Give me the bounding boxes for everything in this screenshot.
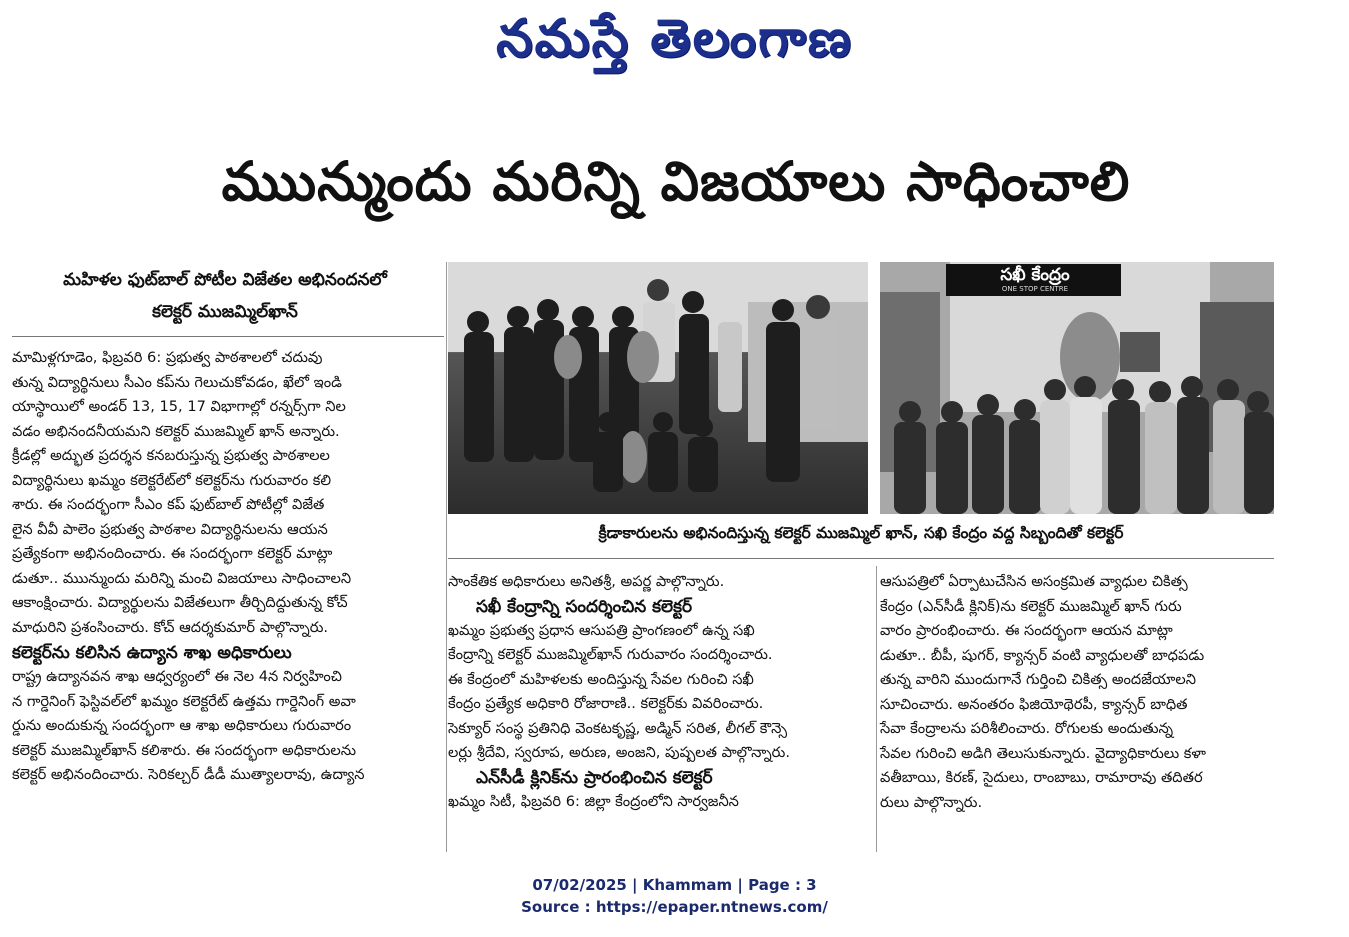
column-3-paragraph-1-line: డుతూ.. బీపీ, షుగర్, క్యాన్సర్ వంటి వ్యాధులతో బాధపడు xyxy=(880,646,1205,664)
column-1-paragraph-2 xyxy=(12,665,444,788)
column-1 xyxy=(12,346,444,788)
column-2 xyxy=(448,570,868,814)
column-divider xyxy=(446,262,447,852)
column-1-paragraph-1-line: యాస్థాయిలో అండర్ 13, 15, 17 విభాగాల్లో రన్నర్స్‌గా నిల xyxy=(12,398,346,415)
column-3-paragraph-1-line: సూచించారు. అనంతరం ఫిజియోథెరపీ, క్యాన్సర్ బాధిత xyxy=(880,695,1188,713)
column-2-subtitle-2: ఎన్‌సీడీ క్లినిక్‌ను ప్రారంభించిన కలెక్టర్ xyxy=(476,767,713,788)
column-2-paragraph-1-line: కేంద్రాన్ని కలెక్టర్ ముజమ్మిల్‌ఖాన్ గురువారం సందర్శించారు. xyxy=(448,646,773,663)
column-3-paragraph-1-line: వారం ప్రారంభించారు. ఈ సందర్భంగా ఆయన మాట్లా xyxy=(880,622,1173,639)
column-1-paragraph-1-line: మాధురిని ప్రశంసించారు. కోచ్ ఆదర్శకుమార్ పాల్గొన్నారు. xyxy=(12,618,329,636)
photo-sakhi-kendram-illustration xyxy=(880,262,1274,514)
column-2-paragraph-1-line: సెక్యూర్ సంస్థ ప్రతినిధి వెంకటకృష్ణ, అడ్మిన్ సరిత, లీగల్ కౌన్సె xyxy=(448,719,788,737)
column-3-paragraph-1-line: సేవల గురించి అడిగి తెలుసుకున్నారు. వైద్యాధికారులు కళా xyxy=(880,744,1206,762)
column-1-paragraph-1-line: శారు. ఈ సందర్భంగా సీఎం కప్ ఫుట్‌బాల్ పోటీల్లో విజేత xyxy=(12,496,325,513)
photo-sports-team xyxy=(448,262,868,514)
column-2-paragraph-2 xyxy=(448,790,868,815)
footer-date-page: 07/02/2025 | Khammam | Page : 3 xyxy=(532,876,817,894)
column-2-paragraph-2-line: ఖమ్మం సిటీ, ఫిబ్రవరి 6: జిల్లా కేంద్రంలోని సార్వజనీన xyxy=(448,792,739,810)
masthead-logo: నమస్తే తెలంగాణ xyxy=(496,8,853,69)
column-3-paragraph-1-line: వతీబాయి, కిరణ్, సైదులు, రాంబాబు, రామారావు తదితర xyxy=(880,769,1203,786)
column-1-paragraph-2-line: ర్డును అందుకున్న సందర్భంగా ఆ శాఖ అధికారులు గురువారం xyxy=(12,717,352,734)
column-1-paragraph-2-line: రాష్ట్ర ఉద్యానవన శాఖ ఆధ్వర్యంలో ఈ నెల 4న నిర్వహించి xyxy=(12,668,342,685)
photo-sakhi-kendram xyxy=(880,262,1274,514)
footer-source-link[interactable]: Source : https://epaper.ntnews.com/ xyxy=(521,898,828,916)
column-3-paragraph-1-line: ఆసుపత్రిలో ఏర్పాటుచేసిన అసంక్రమిత వ్యాధుల చికిత్స xyxy=(880,573,1188,590)
sakhi-sign: సఖీ కేంద్రం xyxy=(1000,265,1070,285)
column-1-paragraph-2-line: న గార్డెనింగ్ ఫెస్టివల్‌లో ఖమ్మం కలెక్టరేట్ ఉత్తమ గార్డెనింగ్ అవా xyxy=(12,692,356,710)
column-3-paragraph-1-line: కేంద్రం (ఎన్‌సీడీ క్లినిక్)ను కలెక్టర్ ముజమ్మిల్ ఖాన్ గురు xyxy=(880,597,1182,615)
column-2-paragraph-1-line: ఖమ్మం ప్రభుత్వ ప్రధాన ఆసుపత్రి ప్రాంగణంలో ఉన్న సఖి xyxy=(448,621,755,639)
sakhi-sign-sub: ONE STOP CENTRE xyxy=(1001,285,1069,293)
article-subhead-2: కలెక్టర్ ముజమ్మిల్‌ఖాన్ xyxy=(152,302,298,322)
column-2-paragraph-1-line: కేంద్రం ప్రత్యేక అధికారి రోజారాణి.. కలెక్టర్‌కు వివరించారు. xyxy=(448,695,764,712)
column-1-paragraph-2-line: కలెక్టర్ ముజమ్మిల్‌ఖాన్ కలిశారు. ఈ సందర్భంగా అధికారులను xyxy=(12,741,357,759)
column-2-paragraph-1 xyxy=(448,619,868,766)
divider xyxy=(12,336,444,337)
column-3 xyxy=(880,570,1280,815)
column-3-paragraph-1-line: తున్న వారిని ముందుగానే గుర్తించి చికిత్స అందజేయాలని xyxy=(880,671,1196,688)
column-3-paragraph-1 xyxy=(880,570,1280,815)
column-1-subtitle: కలెక్టర్‌ను కలిసిన ఉద్యాన శాఖ అధికారులు xyxy=(12,643,292,663)
column-1-paragraph-1-line: మామిళ్లగూడెం, ఫిబ్రవరి 6: ప్రభుత్వ పాఠశాలలో చదువు xyxy=(12,349,323,366)
column-2-paragraph-1-line: ఈ కేంద్రంలో మహిళలకు అందిస్తున్న సేవల గురించి సఖీ xyxy=(448,670,754,688)
column-1-paragraph-1-line: విద్యార్థినులు ఖమ్మం కలెక్టరేట్‌లో కలెక్టర్‌ను గురువారం కలి xyxy=(12,471,332,489)
page-headline: ముున్ముందు మరిన్ని విజయాలు సాధించాలి xyxy=(221,150,1131,213)
column-1-paragraph-1-line: డుతూ.. ముున్ముందు మరిన్ని మంచి విజయాలు సాధించాలని xyxy=(12,569,352,587)
photo-caption: క్రీడాకారులను అభినందిస్తున్న కలెక్టర్ ముజమ్మిల్ ఖాన్, సఖి కేంద్రం వద్ద సిబ్బందితో కలెక్టర్ xyxy=(598,524,1124,542)
column-1-paragraph-1-line: లైన వీవీ పాలెం ప్రభుత్వ పాఠశాల విద్యార్థినులను ఆయన xyxy=(12,520,328,538)
column-1-paragraph-1-line: ఆకాంక్షించారు. విద్యార్థులను విజేతలుగా తీర్చిదిద్దుతున్న కోచ్ xyxy=(12,594,348,611)
column-1-paragraph-1-line: తున్న విద్యార్థినులు సీఎం కప్‌ను గెలుచుకోవడం, ఖేలో ఇండి xyxy=(12,373,342,391)
column-2-lead: సాంకేతిక అధికారులు అనితశ్రీ, అపర్ణ పాల్గొన్నారు. xyxy=(448,573,725,590)
column-1-paragraph-1-line: క్రీడల్లో అద్భుత ప్రదర్శన కనబరుస్తున్న ప్రభుత్వ పాఠశాలల xyxy=(12,447,330,464)
article-subhead: మహిళల ఫుట్‌బాల్ పోటీల విజేతల అభినందనలో xyxy=(63,270,387,290)
photo-sports-team-illustration xyxy=(448,262,868,514)
column-2-paragraph-1-line: లర్లు శ్రీదేవి, స్వరూప, అరుణ, అంజని, పుష్పలత పాల్గొన్నారు. xyxy=(448,744,790,761)
column-2-subtitle-1: సఖీ కేంద్రాన్ని సందర్శించిన కలెక్టర్ xyxy=(476,596,693,617)
column-divider-2 xyxy=(876,566,877,852)
column-1-paragraph-1 xyxy=(12,346,444,640)
caption-divider xyxy=(448,558,1274,559)
column-3-paragraph-1-line: రులు పాల్గొన్నారు. xyxy=(880,793,983,811)
column-1-paragraph-1-line: ప్రత్యేకంగా అభినందించారు. ఈ సందర్భంగా కలెక్టర్ మాట్లా xyxy=(12,545,333,562)
column-3-paragraph-1-line: సేవా కేంద్రాలను పరిశీలించారు. రోగులకు అందుతున్న xyxy=(880,720,1174,737)
column-1-paragraph-2-line: కలెక్టర్ అభినందించారు. సెరికల్చర్ డీడీ ముత్యాలరావు, ఉద్యాన xyxy=(12,766,365,783)
column-1-paragraph-1-line: వడం అభినందనీయమని కలెక్టర్ ముజమ్మిల్ ఖాన్ అన్నారు. xyxy=(12,422,340,440)
